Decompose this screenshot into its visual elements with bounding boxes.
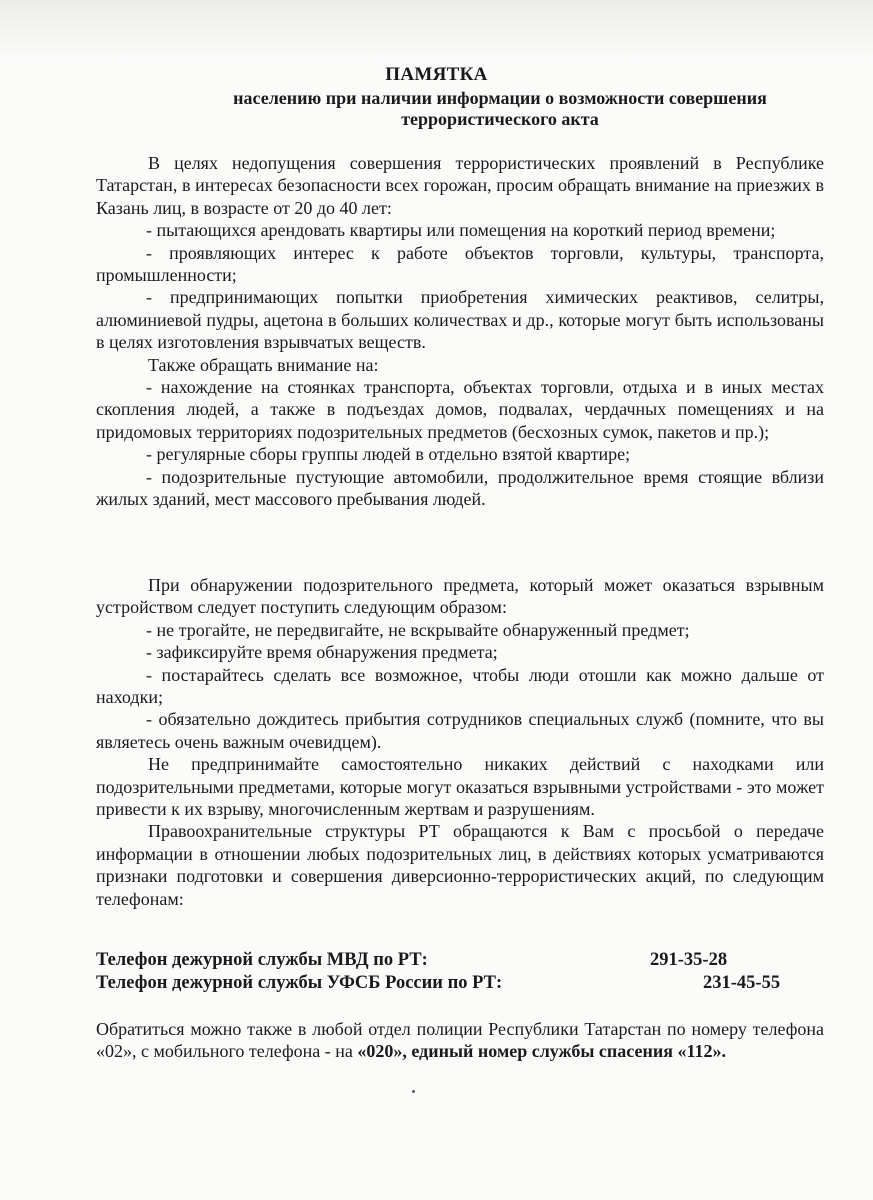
- list-item: - регулярные сборы группы людей в отдельно взятой квартире;: [146, 444, 631, 465]
- phone-number-mvd: 291-35-28: [650, 950, 728, 970]
- list-item: - обязательно дождитесь прибытия сотрудников специальных служб (помните, что вы являетесь очень важным очевидцем).: [96, 709, 824, 752]
- document-title: ПАМЯТКА: [385, 64, 488, 85]
- section-suspicious-persons: [96, 152, 824, 511]
- list-item: - постарайтесь сделать все возможное, чтобы люди отошли как можно дальше от находки;: [96, 664, 824, 708]
- list-item: - проявляющих интерес к работе объектов торговли, культуры, транспорта, промышленности;: [96, 242, 824, 286]
- closing-paragraph: [96, 1018, 824, 1063]
- phone-label-ufsb: Телефон дежурной службы УФСБ России по РТ:: [96, 973, 503, 993]
- list-item: - подозрительные пустующие автомобили, продолжительное время стоящие вблизи жилых зданий, мест массового пребывания людей.: [96, 466, 824, 510]
- section1-also-intro: Также обращать внимание на:: [148, 354, 379, 375]
- document-subtitle: [120, 88, 873, 130]
- subtitle-line-2: террористического акта: [401, 109, 599, 129]
- scan-speck: [412, 1090, 415, 1093]
- subtitle-line-1: населению при наличии информации о возможности совершения: [233, 88, 767, 108]
- section1-intro: В целях недопущения совершения террористических проявлений в Республике Татарстан, в интересах безопасности всех горожан, просим обращать внимание на приезжих в Казань лиц, в возрасте от 20 до 40 лет:: [96, 153, 824, 218]
- phone-label-mvd: Телефон дежурной службы МВД по РТ:: [96, 950, 428, 970]
- phone-number-ufsb: 231-45-55: [703, 973, 781, 993]
- list-item: - нахождение на стоянках транспорта, объектах торговли, отдыха и в иных местах скопления людей, а также в подъездах домов, подвалах, чердачных помещениях и на придомовых территориях подозрительных предметов (бесхозных сумок, пакетов и пр.);: [96, 377, 824, 442]
- section2-intro: При обнаружении подозрительного предмета, который может оказаться взрывным устройством следует поступить следующим образом:: [96, 575, 824, 618]
- closing-emergency-numbers: «020», единый номер службы спасения «112».: [357, 1041, 726, 1062]
- closing-text: Обратиться можно также в любой отдел полиции Республики Татарстан по номеру телефона «02», с мобильного телефона - на: [96, 1019, 824, 1062]
- section-suspicious-object: [96, 574, 824, 910]
- scan-shadow: [0, 0, 873, 60]
- section2-warning: Не предпринимайте самостоятельно никаких действий с находками или подозрительными предметами, которые могут оказаться взрывными устройствами - это может привести к их взрыву, многочисленным жертвам и разрушениям.: [96, 754, 824, 820]
- list-item: - не трогайте, не передвигайте, не вскрывайте обнаруженный предмет;: [146, 619, 690, 640]
- list-item: - зафиксируйте время обнаружения предмета;: [146, 642, 498, 663]
- section2-appeal: Правоохранительные структуры РТ обращаются к Вам с просьбой о передаче информации в отношении любых подозрительных лиц, в действиях которых усматриваются признаки подготовки и совершения диверсионно-террористических акций, по следующим телефонам:: [96, 821, 824, 909]
- list-item: - предпринимающих попытки приобретения химических реактивов, селитры, алюминиевой пудры, ацетона в больших количествах и др., которые могут быть использованы в целях изготовления взрывчатых веществ.: [96, 287, 824, 353]
- list-item: - пытающихся арендовать квартиры или помещения на короткий период времени;: [146, 220, 776, 241]
